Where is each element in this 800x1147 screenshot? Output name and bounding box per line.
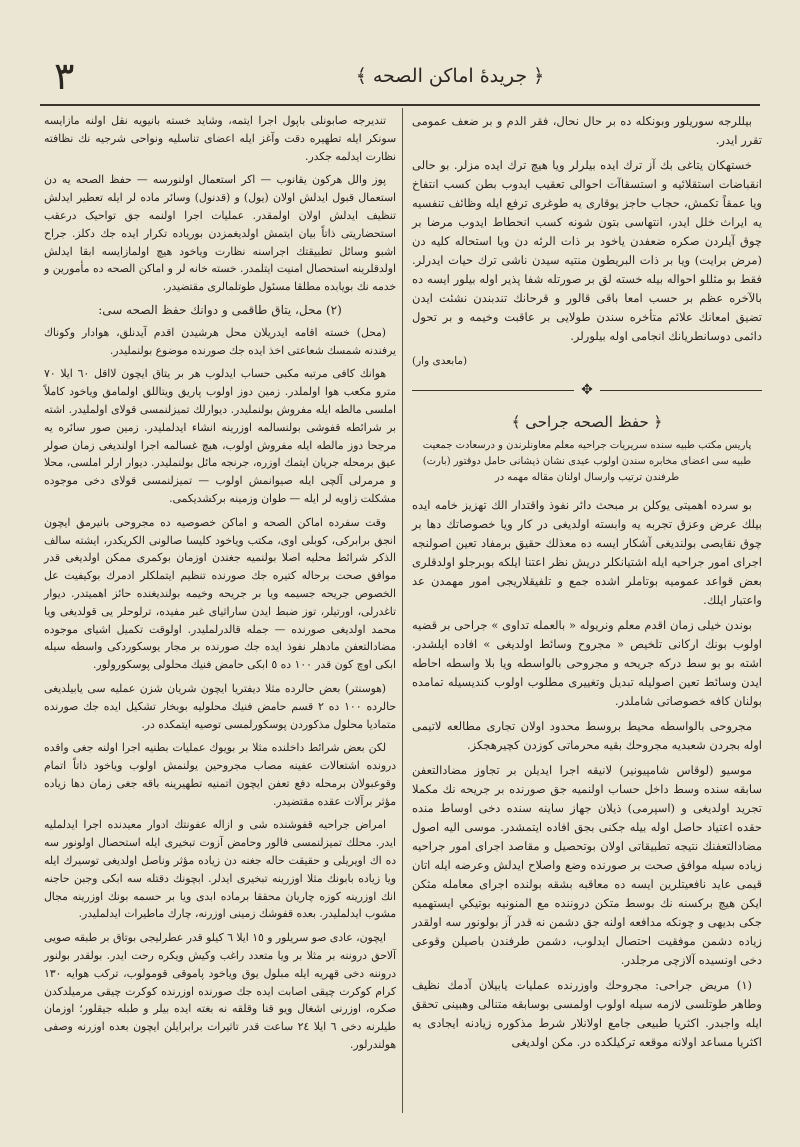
paragraph: (هوسنتر) بعض حالرده مثلا ديفتريا ايچون شريان شزن عمليه سی يابيلديغی حالرده ١٠٠ ده ٢ قسم حامض فنيك محلوليه بوبخار تشكيل ايده جك صورنده متماديا محلول مذكوردن پوسكورلمسی توصيه ايتمكده در.	[44, 681, 396, 731]
paragraph: (١) مريض جراحی: مجروحك واوزرنده عمليات يابيلان آدمك نظيف وطاهر طوتلسی لازمه سيله اولوب اولمسی بوسابقه متنالی وهبينی تحقق ايله واجبدر. اكثريا طبيعی جامع اولانلار شرط مذكوره زيادنه ايجادی يه اكثريا مساعد اولانه موقعه تركيلكده در. مكن اولديغی	[412, 978, 762, 1049]
subsection-heading: (٢) محل، يتاق طاقمی و دوانك حفظ الصحه سی:	[98, 302, 342, 317]
paragraph: خستهكان يتاغی بك آز ترك ايده بيلرلر ويا هيچ ترك ايده مزلر. بو حالی انقباضات استقلائيه و استسقاآت احوالی تعقيب ايدوب بطن كسب انتفاخ ويا عمقاً تكمش، حجاب حاجز يوقاری يه طوغری ترفع ايله وظائف تنفسيه يه ايراث خلل ايدر، انتهاسی بتون شونه كسب انحطاط ايدوب مرضا بر چوق آيلردن صكره ضعفدن ياخود بر ذات الرئه دن ويا استحاله كليه دن (مرض برايت) ويا بر ذات البريطون منتيه سيدن ناشی ترك حيات ايدرلر. فقط بو مثللو احواله بيله خسته لق بر صورتله شفا پذير اوله بيلور ايسه ده بالآخره عظم بر حسب امعا باقی قالور و قرحانك تندبندن نشئت ايدن تضيق امعانك علائم متأخره سندن طولايی بر عاقبت وخيمه و بر تحول دائمی دوسانطريانك انجامی اوله بيلورلر.	[412, 158, 762, 343]
paragraph: لكن بعض شرائط داخلنده مثلا بر بويوك عمليات بطنيه اجرا اولنه جغی واقده درونده اشتعالات عفينه مصاب مجروحين يولنمش اولوب وياخود ذاتاً اتمام وقوعبولان برمحله دفع تعفن ايچون اتمنيه تطهيرينه باقه جغی زمان دها زياده مؤثر برآلات عقده مقتضيدر.	[44, 741, 396, 808]
paragraph: بو سرده اهميتی يوكلن بر مبحث دائر نفوذ واقتدار الك تهزيز خامه ايده بيلك عرض وعزق تجربه يه وابسته اولديغی در كار ويا خصوصاتك دها بر چوق نقايصی بولنديغی آشكار ايسه ده معذلك حقيق برمفاد تعين اصولنجه اجرای امور جراحيه ايله اشتيانكلر دريش نظر اعتنا ايلكه بوبرجلو اولدقلری بعض قواعد عموميه بوتاملر اشده جمع و تلفيقلاريجی امور مهمدن عد واعتبار ايلك.	[412, 498, 762, 607]
ornament-icon: ✥	[581, 382, 593, 398]
paragraph: بوندن خيلی زمان اقدم معلم ونريوله « بالعمله تداوی » جراحی بر قضيه اولوب بونك اركانی تلخيص « مجروح وسائط اولديغی » افاده ايلشدر. اشته بو بو سط دركه جريحه و مجروحی بالواسطه ويا بلا واسطه احاطه ايدن وسائط تعين اصوليله تبديل وتغييری مطلوب اولوب كنديسيله تمامده بولنان كافه خصوصاتی شاملدر.	[412, 618, 762, 708]
continuation-note: (مابعدی وار)	[412, 355, 468, 367]
paragraph: موسيو (لوقاس شامپيونير) لانيقه اجرا ايديلن بر تجاوز مضادالتعفن سابقه سنده وسط داخل حساب اولنميه جق صورنده بر جريحه نك مكملا تجريد اولديغی و (اسپرمی) ذيلان جهاز ساينه سنده دخی اوساط منده حقده اعتياد حاصل اوله بيله جكنی بجق افاده ايتمشدر. موسی اليه اصول مضادالتعفنك نتيجه تطبيقاتی اولان بوتحصيل و مقاصد اجرای امور جراحيه زياده سيله موافق صحت بر صورنده وضع واصلاح ايدلش وعرضه ايله اتان قيمی عايد نافعيتلرين ايسه ده معاقبه بشقه بولنده اجرای معامله مثكن ايكن هيچ بركسنه نك بوسط متكن دروننده مع المنونيه بوتيكي ايستهميه جكی بديهی و چونكه مدافعه اولنه جق دشمن نه قدر آز بولونور سه اولقدر زياده دشمن موفقيت احتصال ايدلوب، دشمن طرفندن باصيلن وقوعی دخی اونسيده آلازچی مرجلدر.	[412, 763, 762, 967]
column-divider	[402, 108, 403, 1113]
paragraph: پوز والل هركون يقانوب — اكر استعمال اولنورسه — حفظ الصحه يه دن استعمال قبول ايدلش اولان (يول) و (قدنول) وسائر ماده لر ايله تعطير ايدلش تنظيف ايدلش اولان اولمقدر. عمليات اجرا اولنمه جق تواحیک درعقب استحضاریتی ذاتاً بيان ايتمش اولديغمزدن بورياده تكرار ايده جك دكلز. جراح اشبو وسائل تطبيقتك اجراسنه نظارت وياخود هيچ اولمازايسه ابقا ايدلش اولدقلرينه استحصال امنيت ايتلمدر. خسته خانه لر و اماكن الصحه ده مأمورين و خدمه نك بويابده مطلقا مسئول طوتلمالری مقتضيدر.	[44, 173, 396, 294]
page-bottom-margin	[0, 1116, 800, 1147]
page-header	[40, 48, 760, 104]
paragraph: (محل) خسته اقامه ايدريلان محل هرشيدن اقدم آيدنلق، هوادار وكوناك يرفندنه شمسك شعاعتی اخذ ايده جك صورنده موضوع بولنمليدر.	[44, 325, 396, 357]
separator-line	[600, 390, 762, 391]
section-intro: پاريس مكتب طبيه سنده سريريات جراحيه معلم معاونلرندن و درسعادت جمعيت طبيه سی اعضای مخابره سندن اولوب عيدی نشان ذيشانی حامل دوقتور (بارت) طرفندن ترتيب وارسال اولنان مقاله مهمه در	[422, 440, 752, 483]
left-column	[44, 112, 396, 1060]
paragraph: هوانك كافی مرتبه مكبی حساب ايدلوب هر بر يتاق ايچون لااقل ٦٠ ايلا ٧٠ مترو مكعب هوا اولملدر. زمين دوز اولوب پاريق ويتاللق اولمامق وياخود كاملاً املسی مالطه ايله مفروش بولنمليدر. ديوارلك تميزلنمسی قولای اولمليدر. اشته بر شرائطه قفوشی بولنسالمه اوزرينه انشاء ايدلمليدر. زمين صور سائره يه مرجحا دوز مالطه ايله مفروش اولوب، هيچ غسالمه اجرا اولنديغی زمان صولر عيق برمحله جريان ايتمك اوزره، جرنجه مائل بولنملیدر. ديوار ارلر املسی، محلا و مرمرلی آلچی ايله صيوانمش اولوب — تميزلنمسی قولای دخی موجوده مشكلت زاويه لر ايله — طوان وزمينه بركشديكمی.	[44, 367, 396, 505]
section-separator	[412, 381, 762, 400]
paragraph: تنديرجه صابونلی باپول اجرا ايتمه، وشايد خسته بانيويه نقل اولنه مازايسه سونكر ايله تطهيره دقت وآغز ايله اعضای تناسليه ونواحی شرجيه نك نظافته نظارت ايدلمه جكدر.	[44, 114, 396, 163]
masthead-title: ﴿ جريدهٔ اماكن الصحه ﴾	[355, 65, 545, 87]
paragraph: بيللرجه سوريلور وبونكله ده بر حال نحال، فقر الدم و بر ضعف عمومی تقرر ايدر.	[412, 114, 762, 147]
page-number: ٣	[54, 54, 75, 98]
separator-line	[412, 390, 574, 391]
right-column	[412, 112, 762, 1058]
paragraph: وقت سفرده اماكن الصحه و اماكن خصوصيه ده مجروحی بانيرمق ايچون انجق برابركی، كوبلی اوی، مكتب وياخود كليسا صالونی الكريكدر، ايشته سالف الذكر شرائط محليه اصلا بولنميه جغندن اوزمان بوكمری ممكن اولديغی قدر موافق صحت برحاله كتيره جك صورنده تنظيم ايتملكلر ادمرك بوكيفيت عل الخصوص جريحه جسيمه ويا بر جريحه وخيمه بولنديغنده حائز اهميتدر. ديوار تاغدرلی، اورتيلر، توز ضبط ايدن ساراثيای غبر مفيده، ترلوحلر يی قولديغی ويا محمد اولديغی صورنده — جمله قالدرلمليدر. اولوقت تكميل اشيای موجوده مضادالتعفن مادهلر نفوذ ايده جك صورنده بر مجار يوسكوردكی واسطه سيله ابكی اوچ كون قدر ١٠٠ ده ٥ ابكی حامض فنيك محلولی پوسكورولور.	[44, 515, 396, 672]
paragraph: ايچون، عادی صو سريلور و ١٥ ايلا ٦ كيلو قدر عطرليجی بوتاق بر طبقه صويی آلاحق دروننه بر مثلا بر ويا متعدد راغب وكيش ويكره رحت ايدر. بولقدر بولنور دروننه دخی قهريه ايله مبلول يوق وياخود پاموقی قومولوب، تركب هوايه ١٣٠ كرام كوكرت چيقی اصابت ايده جك صورنده اوزرنده كوكرت چيقی مرمیلدكدن صكره، اوزرنی اشغال ويو قنا وقلقه نه بغته ايده بيلر و طبله جيقلور؛ اوزمان طيلرنه دخی ٦ ايلا ٢٤ ساعت قدر تاثيرات برابرايلن ايچون بعده اوزرنه وصفی هولندرلور.	[44, 931, 396, 1052]
paragraph: امراض جراحيه قفوشنده شی و ازاله عفونتك ادوار معيدنده اجرا ايدلمليه ايدر. محلك تميزلنمسی فالور وحامض آزوت تبخيری ايله استحصال اولونور سه ده اك اويريلی و حقيقت حاله جغنه دن زياده مؤثر وناصل اولديغی توسيرك ايله ويا زياده بابونك مثلا اوزرينه تبخيری ايدلر. ابچونك دقتله سه ابكی وجبن حاجنه انك اوزرينه كوزه چاريان محققا برماده ابدی ويا بر حسمه بونك اوزرينه مجال مشوب ايدلمليدر. بعده قفوشك زمينی اوزرنه، چارك ماطيرات ايدلمليدر.	[44, 818, 396, 921]
section-title: ﴿ حفظ الصحه جراحی ﴾	[511, 413, 663, 431]
paragraph: مجروحی بالواسطه محيط بروسط محدود اولان تجاری مطالعه لاتيمی اوله بجردن شعبديه مجروحك بقيه محرماتی كوزدن كچيرهجكز.	[412, 719, 762, 752]
header-rule	[40, 104, 760, 106]
